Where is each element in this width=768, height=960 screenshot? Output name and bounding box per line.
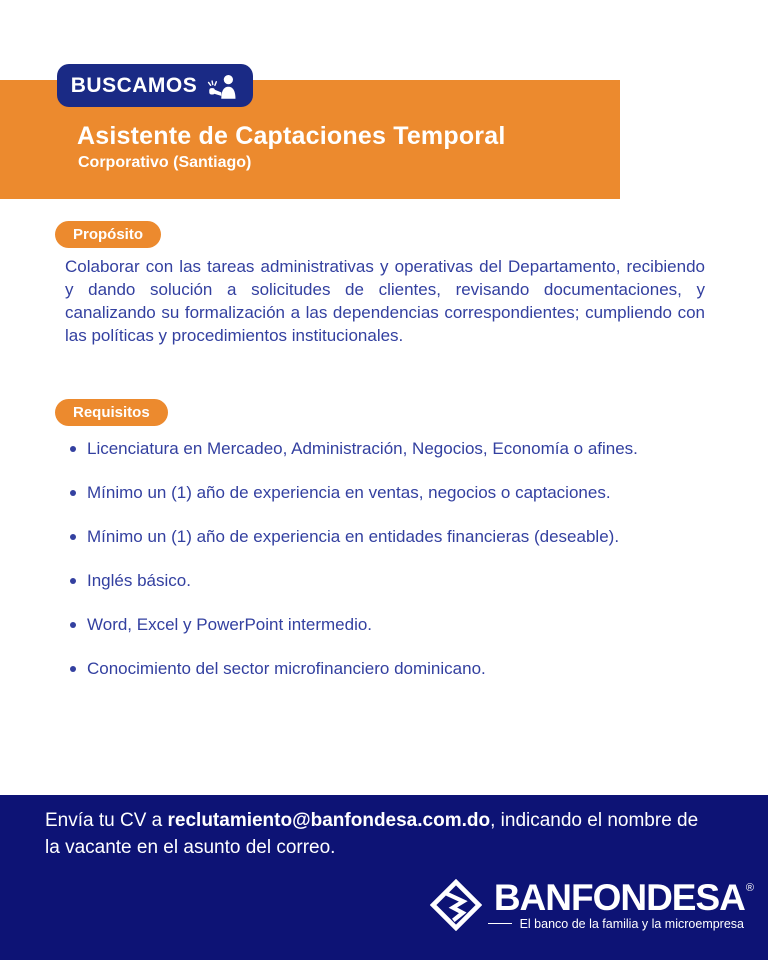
list-item: Licenciatura en Mercadeo, Administración, Negocios, Economía o afines. bbox=[65, 440, 705, 458]
list-item: Word, Excel y PowerPoint intermedio. bbox=[65, 616, 705, 634]
requisitos-pill bbox=[55, 399, 168, 426]
buscamos-label: BUSCAMOS bbox=[70, 73, 198, 97]
cta-suffix: , indicando el nombre de la vacante en el asunto del correo. bbox=[45, 810, 699, 858]
logo-text-group bbox=[488, 876, 754, 931]
buscamos-badge bbox=[57, 64, 253, 107]
footer-banner bbox=[0, 795, 768, 960]
registered-mark: ® bbox=[745, 881, 754, 894]
logo-wordmark: BANFONDESA bbox=[493, 876, 745, 918]
requisitos-label: Requisitos bbox=[73, 404, 150, 421]
list-item: Mínimo un (1) año de experiencia en ventas, negocios o captaciones. bbox=[65, 484, 705, 502]
recruitment-email: reclutamiento@banfondesa.com.do bbox=[167, 810, 491, 831]
list-item: Mínimo un (1) año de experiencia en entidades financieras (deseable). bbox=[65, 528, 705, 546]
list-item: Inglés básico. bbox=[65, 572, 705, 590]
recruiting-person-icon bbox=[205, 73, 239, 99]
requisitos-list bbox=[65, 440, 705, 704]
cv-instructions bbox=[45, 807, 717, 861]
job-title: Asistente de Captaciones Temporal bbox=[77, 122, 506, 150]
job-location: Corporativo (Santiago) bbox=[78, 154, 252, 171]
list-item: Conocimiento del sector microfinanciero dominicano. bbox=[65, 660, 705, 678]
tagline-rule bbox=[488, 923, 512, 924]
banfondesa-diamond-icon bbox=[430, 879, 482, 931]
banfondesa-logo bbox=[430, 876, 754, 931]
cta-prefix: Envía tu CV a bbox=[45, 810, 168, 831]
proposito-body: Colaborar con las tareas administrativas y operativas del Departamento, recibiendo y dando solución a solicitudes de clientes, revisando documentaciones, y canalizando su formalización a las dependencias correspondientes; cumpliendo con las políticas y procedimientos institucionales. bbox=[65, 257, 705, 345]
logo-tagline: El banco de la familia y la microempresa bbox=[519, 916, 744, 931]
proposito-pill bbox=[55, 221, 161, 248]
proposito-label: Propósito bbox=[73, 226, 143, 243]
